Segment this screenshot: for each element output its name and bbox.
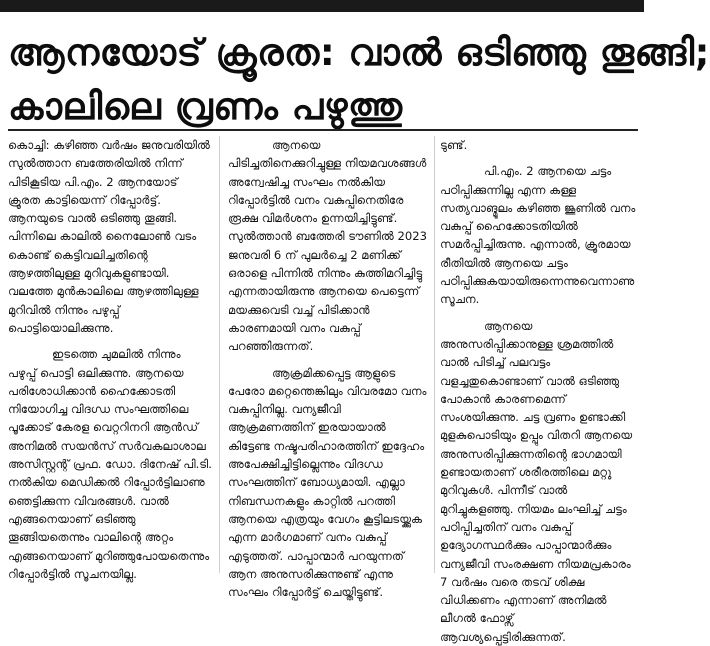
article-column-2 <box>228 136 428 600</box>
paragraph: കൊച്ചി: കഴിഞ്ഞ വർഷം ജനുവരിയിൽ സുൽത്താന ബത്തേരിയിൽ നിന്ന് പിടികൂടിയ പി.എം. 2 ആനയോട് ക്രൂരത കാട്ടിയെന്ന് റിപ്പോർട്ട്. ആനയുടെ വാൽ ഒടിഞ്ഞു തൂങ്ങി. പിന്നിലെ കാലിൽ നൈലോൺ വടം കൊണ്ട് കെട്ടിവലിച്ചതിന്റെ ആഴത്തിലുള്ള മുറിവുകളുണ്ടായി. വലത്തേ മുൻകാലിലെ ആഴത്തിലുള്ള മുറിവിൽ നിന്നും പഴുപ്പ് പൊട്ടിയൊലിക്കുന്നു. <box>8 138 210 335</box>
paragraph: ഇടത്തെ ചുമലിൽ നിന്നും പഴുപ്പ് പൊട്ടി ഒലിക്കുന്നു. ആനയെ പരിശോധിക്കാൻ ഹൈക്കോടതി നിയോഗിച്ച വിദഗ്ധ സംഘത്തിലെ പൂക്കോട് കേരള വെറ്ററിനറി ആൻഡ് അനിമൽ സയൻസ് സർവകലാശാല അസിസ്റ്റന്റ് പ്രഫ. ഡോ. ദിനേഷ് പി.ടി. നൽകിയ മെഡിക്കൽ റിപ്പോർട്ടിലാണു ഞെട്ടിക്കുന്ന വിവരങ്ങൾ. വാൽ എങ്ങനെയാണ് ഒടിഞ്ഞു തൂങ്ങിയതെന്നും വാലിന്റെ അറ്റം എങ്ങനെയാണ് മുറിഞ്ഞുപോയതെന്നും റിപ്പോർട്ടിൽ സൂചനയില്ല. <box>8 347 212 581</box>
headline-divider <box>8 129 638 131</box>
paragraph: ആനയെ പിടിച്ചതിനെക്കുറിച്ചുള്ള നിയമവശങ്ങൾ അന്വേഷിച്ച സംഘം നൽകിയ റിപ്പോർട്ടിൽ വനം വകുപ്പിനെതിരേ രൂക്ഷ വിമർശനം ഉന്നയിച്ചിട്ടുണ്ട്. സുൽത്താൻ ബത്തേരി ടൗണിൽ 2023 ജനുവരി 6 ന് പുലർച്ചെ 2 മണിക്ക് ഒരാളെ പിന്നിൽ നിന്നും കുത്തിമറിച്ചിട്ടു എന്നതായിരുന്നു ആനയെ പെട്ടെന്ന് മയക്കുവെടി വച്ച് പിടിക്കാൻ കാരണമായി വനം വകുപ്പ് പറഞ്ഞിരുന്നത്. <box>228 138 428 354</box>
paragraph: ആക്രമിക്കപ്പെട്ട ആളുടെ പേരോ മറ്റെന്തെങ്കിലും വിവരമോ വനം വകുപ്പിനില്ല. വന്യജീവി ആക്രമണത്തിന് ഇരയായാൽ കിട്ടേണ്ട നഷ്ടപരിഹാരത്തിന് ഇദ്ദേഹം അപേക്ഷിച്ചിട്ടില്ലെന്നും വിദഗ്ധ സംഘത്തിന് ബോധ്യമായി. എല്ലാ നിബന്ധനകളും കാറ്റിൽ പറത്തി ആനയെ എത്രയും വേഗം കൂട്ടിലടയ്ക്കുക എന്ന മാർഗമാണ് വനം വകുപ്പ് എടുത്തത്. പാപ്പാന്മാർ പറയുന്നത് ആന അനുസരിക്കുന്നുണ്ട് എന്നു സംഘം റിപ്പോർട്ട് ചെയ്തിട്ടുണ്ട്. <box>228 365 427 600</box>
paragraph: പി.എം. 2 ആനയെ ചട്ടം പഠിപ്പിക്കുന്നില്ല എന്ന കള്ള സത്യവാങ്മൂലം കഴിഞ്ഞ ജൂണിൽ വനം വകുപ്പ് ഹൈക്കോടതിയിൽ സമർപ്പിച്ചിരുന്നു. എന്നാൽ, ക്രൂരമായ രീതിയിൽ ആനയെ ചട്ടം പഠിപ്പിക്കുകയായിരുന്നെന്നുവെന്നാണു സൂചന. <box>440 164 636 307</box>
headline-line-1: ആനയോട് ക്രൂരത: വാൽ ഒടിഞ്ഞു തൂങ്ങി; <box>8 31 710 74</box>
column-separator <box>219 136 220 573</box>
column-separator <box>434 136 435 573</box>
paragraph: ആനയെ അനുസരിപ്പിക്കാനുള്ള ശ്രമത്തിൽ വാൽ പിടിച്ച് പലവട്ടം വളച്ചതുകൊണ്ടാണ് വാൽ ഒടിഞ്ഞു പോകാൻ കാരണമെന്ന് സംശയിക്കുന്നു. ചട്ട വ്രണം ഉണ്ടാക്കി മുളകുപൊടിയും ഉപ്പും വിതറി ആനയെ അനുസരിപ്പിക്കുന്നതിന്റെ ഭാഗമായി ഉണ്ടായതാണ് ശരീരത്തിലെ മറ്റു മുറിവുകൾ. പിന്നീട് വാൽ മുറിച്ചുകളഞ്ഞു. നിയമം ലംഘിച്ച് ചട്ടം പഠിപ്പിച്ചതിന് വനം വകുപ്പ് ഉദ്യോഗസ്ഥർക്കും പാപ്പാന്മാർക്കും വന്യജീവി സംരക്ഷണ നിയമപ്രകാരം 7 വർഷം വരെ തടവ് ശിക്ഷ വിധിക്കണം എന്നാണ് അനിമൽ ലീഗൽ ഫോഴ്സ് ആവശ്യപ്പെട്ടിരിക്കുന്നത്. <box>440 318 633 644</box>
article-column-1 <box>8 136 212 581</box>
headline <box>8 26 710 134</box>
paragraph: ടുണ്ട്. <box>440 138 468 152</box>
top-rule <box>0 0 644 12</box>
article-column-3 <box>440 136 638 644</box>
headline-line-2: കാലിലെ വ്രണം പഴുത്തു <box>8 85 403 128</box>
